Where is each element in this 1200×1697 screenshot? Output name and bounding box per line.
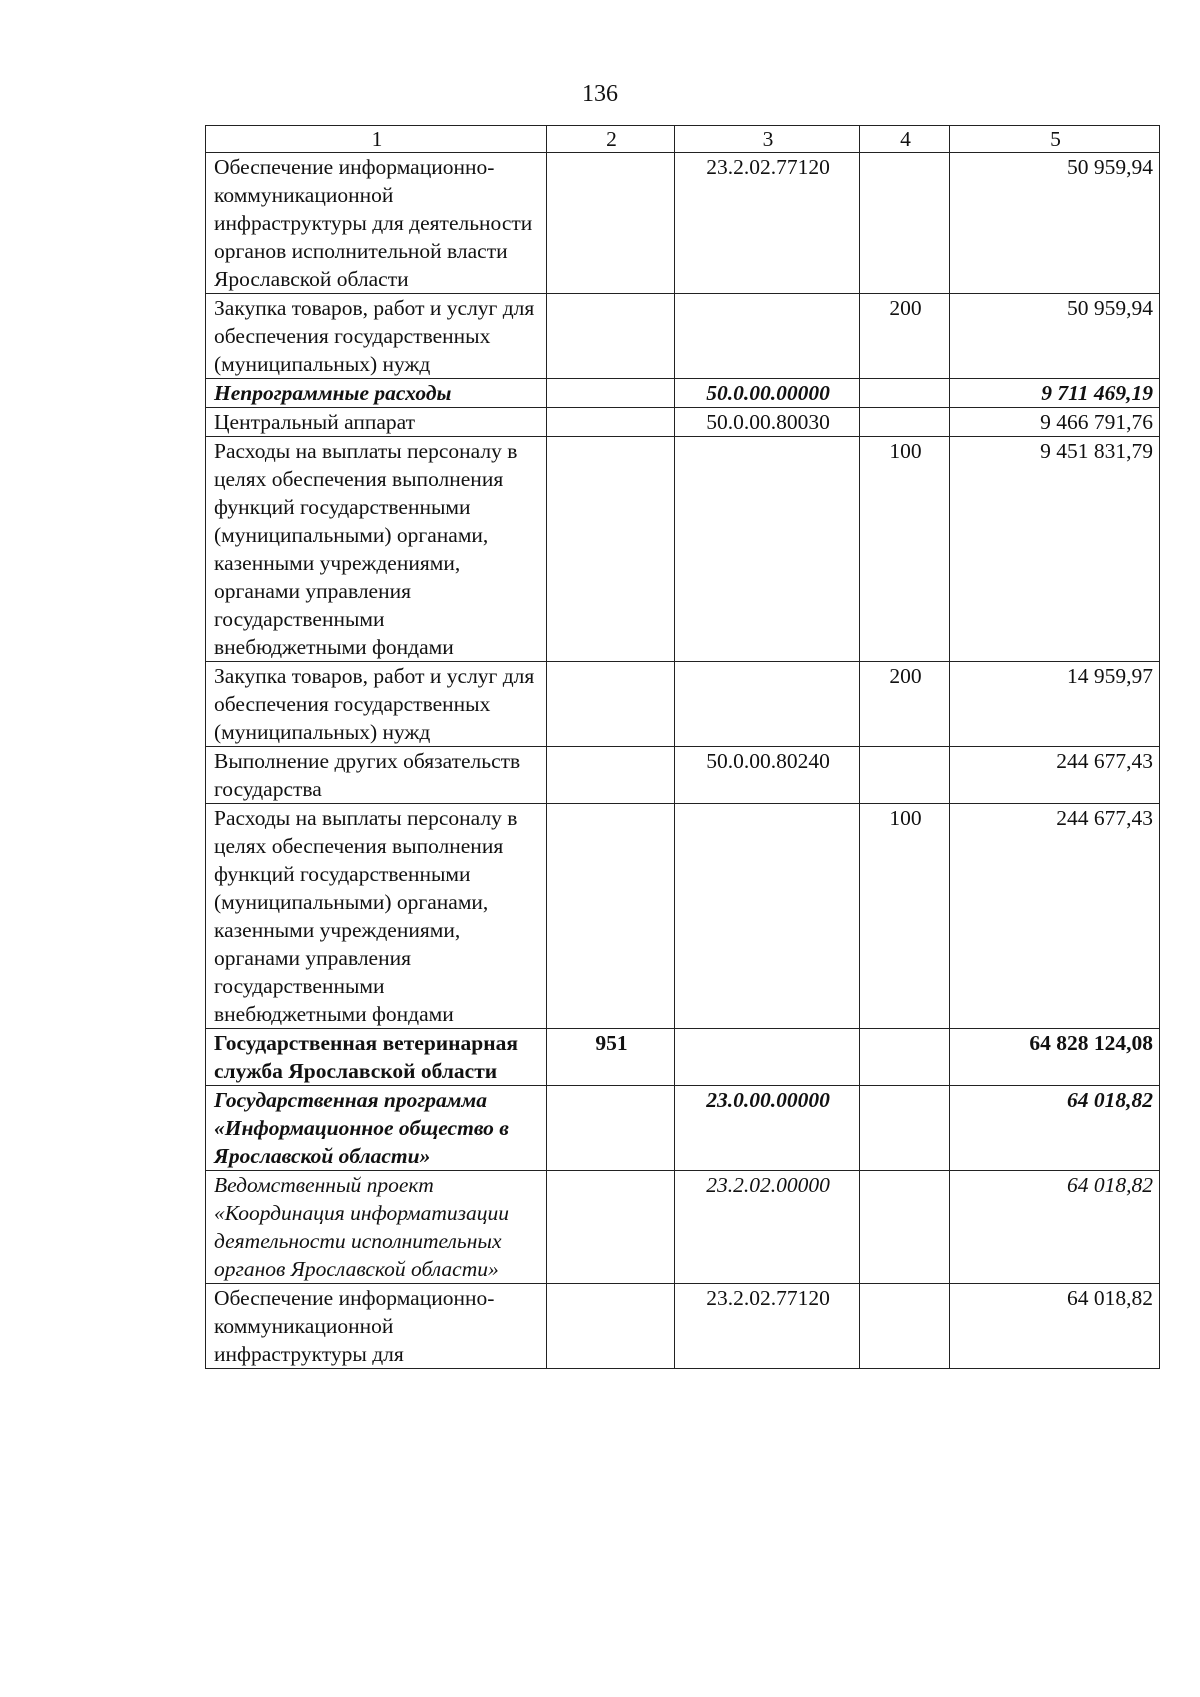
department-code-cell — [547, 294, 675, 379]
target-article-cell — [675, 662, 860, 747]
target-article-cell — [675, 294, 860, 379]
column-header-2: 2 — [547, 126, 675, 153]
expense-type-cell — [860, 747, 950, 804]
expense-type-cell: 100 — [860, 804, 950, 1029]
target-article-cell: 23.2.02.00000 — [675, 1171, 860, 1284]
expense-type-cell — [860, 379, 950, 408]
table-row — [206, 1086, 1160, 1171]
table-row — [206, 662, 1160, 747]
expense-name-cell: Центральный аппарат — [206, 408, 547, 437]
target-article-cell — [675, 804, 860, 1029]
expense-name-cell: Обеспечение информационно-коммуникационной инфраструктуры для — [206, 1284, 547, 1369]
amount-cell: 14 959,97 — [950, 662, 1160, 747]
expense-type-cell: 100 — [860, 437, 950, 662]
expense-type-cell: 200 — [860, 662, 950, 747]
expense-type-cell — [860, 408, 950, 437]
page-number: 136 — [582, 81, 618, 107]
amount-cell: 244 677,43 — [950, 747, 1160, 804]
target-article-cell: 23.0.00.00000 — [675, 1086, 860, 1171]
department-code-cell — [547, 153, 675, 294]
amount-cell: 9 466 791,76 — [950, 408, 1160, 437]
department-code-cell — [547, 1284, 675, 1369]
column-header-1: 1 — [206, 126, 547, 153]
expense-type-cell: 200 — [860, 294, 950, 379]
column-header-5: 5 — [950, 126, 1160, 153]
expense-type-cell — [860, 1086, 950, 1171]
column-header-4: 4 — [860, 126, 950, 153]
target-article-cell: 23.2.02.77120 — [675, 1284, 860, 1369]
amount-cell: 244 677,43 — [950, 804, 1160, 1029]
expense-name-cell: Закупка товаров, работ и услуг для обеспечения государственных (муниципальных) нужд — [206, 294, 547, 379]
expense-type-cell — [860, 1171, 950, 1284]
table-row — [206, 747, 1160, 804]
target-article-cell: 50.0.00.00000 — [675, 379, 860, 408]
department-code-cell — [547, 1171, 675, 1284]
target-article-cell — [675, 437, 860, 662]
expense-name-cell: Расходы на выплаты персоналу в целях обеспечения выполнения функций государственными (муниципальными) органами, казенными учреждениями, органами управления государственными внебюджетными фондами — [206, 437, 547, 662]
table-header-row — [206, 126, 1160, 153]
expense-name-cell: Ведомственный проект «Координация информатизации деятельности исполнительных органов Ярославской области» — [206, 1171, 547, 1284]
amount-cell: 64 828 124,08 — [950, 1029, 1160, 1086]
expense-name-cell: Выполнение других обязательств государства — [206, 747, 547, 804]
amount-cell: 64 018,82 — [950, 1284, 1160, 1369]
amount-cell: 64 018,82 — [950, 1171, 1160, 1284]
amount-cell: 64 018,82 — [950, 1086, 1160, 1171]
column-header-3: 3 — [675, 126, 860, 153]
expense-type-cell — [860, 1029, 950, 1086]
expense-name-cell: Закупка товаров, работ и услуг для обеспечения государственных (муниципальных) нужд — [206, 662, 547, 747]
table-row — [206, 437, 1160, 662]
expense-name-cell: Государственная программа «Информационное общество в Ярославской области» — [206, 1086, 547, 1171]
expense-name-cell: Обеспечение информационно-коммуникационной инфраструктуры для деятельности органов исполнительной власти Ярославской области — [206, 153, 547, 294]
table-row — [206, 1029, 1160, 1086]
amount-cell: 50 959,94 — [950, 153, 1160, 294]
expense-type-cell — [860, 1284, 950, 1369]
department-code-cell — [547, 804, 675, 1029]
target-article-cell: 50.0.00.80030 — [675, 408, 860, 437]
table-row — [206, 408, 1160, 437]
table-row — [206, 379, 1160, 408]
target-article-cell: 23.2.02.77120 — [675, 153, 860, 294]
table-row — [206, 294, 1160, 379]
department-code-cell — [547, 747, 675, 804]
department-code-cell — [547, 408, 675, 437]
department-code-cell — [547, 379, 675, 408]
amount-cell: 50 959,94 — [950, 294, 1160, 379]
department-code-cell — [547, 437, 675, 662]
target-article-cell — [675, 1029, 860, 1086]
department-code-cell — [547, 1086, 675, 1171]
table-row — [206, 804, 1160, 1029]
department-code-cell: 951 — [547, 1029, 675, 1086]
expense-name-cell: Непрограммные расходы — [206, 379, 547, 408]
table-row — [206, 1284, 1160, 1369]
expense-name-cell: Расходы на выплаты персоналу в целях обеспечения выполнения функций государственными (муниципальными) органами, казенными учреждениями, органами управления государственными внебюджетными фондами — [206, 804, 547, 1029]
budget-table — [205, 125, 1160, 1369]
target-article-cell: 50.0.00.80240 — [675, 747, 860, 804]
amount-cell: 9 711 469,19 — [950, 379, 1160, 408]
department-code-cell — [547, 662, 675, 747]
table-row — [206, 153, 1160, 294]
amount-cell: 9 451 831,79 — [950, 437, 1160, 662]
expense-type-cell — [860, 153, 950, 294]
table-row — [206, 1171, 1160, 1284]
expense-name-cell: Государственная ветеринарная служба Ярославской области — [206, 1029, 547, 1086]
